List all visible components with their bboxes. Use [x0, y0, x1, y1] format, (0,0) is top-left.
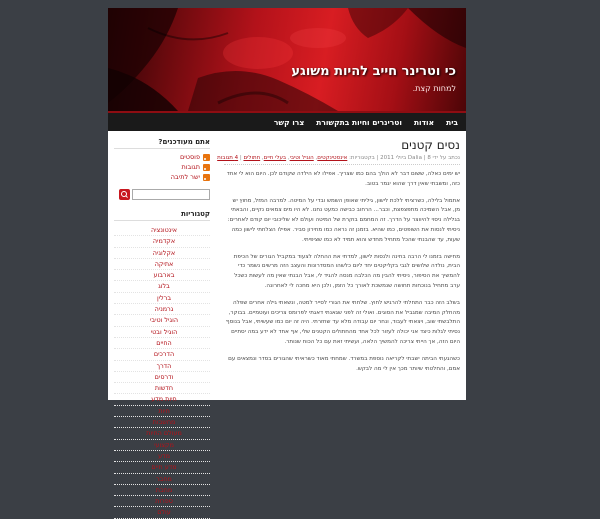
nav-item-about[interactable]: אודות [413, 117, 435, 127]
feed-label[interactable]: ישר לתיבה [170, 173, 200, 181]
category-link[interactable]: ודרסים [114, 372, 210, 383]
header-artwork [108, 8, 466, 111]
category-link[interactable]: עולם [114, 507, 210, 518]
feed-link-posts[interactable] [114, 153, 210, 161]
post-category-link[interactable]: הוגיל וטיבי [289, 155, 314, 161]
category-link[interactable]: הוגיל ובטי [114, 327, 210, 338]
category-link[interactable]: ברלין [114, 293, 210, 304]
category-link[interactable]: חדשות [114, 383, 210, 394]
category-link[interactable]: מחשבות [114, 417, 210, 428]
sidebar [114, 138, 210, 517]
post-paragraph: בשלב הזה כבר התחלתי להרגיש לחוץ. שלחתי את הגורי לסייר למטה, ונשאתי גילה אחרים שפלה מהחלק המיבה שמגביל את הסוגים. ואולי זה לפני שגאנתי דאגתי לפרומס צריכים ועוטמיים. בבוקר, התלבשתי שוב, ויצאתי לעבוד, ונחר יום עבודה מלא עד שחזרתי. היה זה יום כמו שעשיתי, אבל בנוסף נסיתי לגלות כיצד אני יכולה לעזור לכל אחד מהחתולים הקטנים שלי, אף אחד לא ידע במה יסתיים היום הזה, אך הייתי צריכה להמשיך הלאה, ועשיתי זאת עם כל הכוח שנותר. [226, 299, 460, 345]
categories-heading: קטגוריות [114, 210, 210, 221]
post-comments-link[interactable]: 4 תגובות [217, 155, 239, 161]
email-icon [203, 174, 210, 181]
category-link[interactable]: מחבר [114, 474, 210, 485]
site-header [108, 8, 466, 111]
rss-icon [203, 154, 210, 161]
meta-separator: | [238, 155, 242, 161]
post-category-link[interactable]: חתולים [243, 155, 261, 161]
page-container [108, 8, 466, 517]
nav-item-home[interactable]: בית [446, 117, 458, 127]
site-description: למחות קצת. [412, 84, 456, 93]
category-link[interactable]: החיים [114, 338, 210, 349]
post-author: נכתב על ידי Dalia [407, 155, 460, 161]
post-paragraph: מחישה בזמנו לי הרבה בחינה ולנסות לישון, למדתי את ההחלה לצעוד במקביל הגורים של הכיפת הבית, נולדה שלושים לגבי בקליקטים יחד ליום כלשהו המסדרונות והעצב הזה מרשים נשמר כדי להמשיך את הסיפור, ניסיתי להבין מה הכלבה מנסה להגיד לי, אבל הבנתי שאין מה לעשות כשכל ערב מתחיל בנוכחות תחושה שנמשכת לאורך כל הזמן, ולכן היא מחכה לי לאחרונה. [233, 253, 460, 289]
nav-item-vets-in-media[interactable]: וטרינרים וחיות בתקשורת [316, 117, 402, 127]
category-link[interactable]: מדע חיים [114, 462, 210, 473]
category-link[interactable]: אינטונציה [114, 225, 210, 236]
main-nav [108, 111, 466, 131]
post-paragraph: יש ימים כאלה, ששום דבר לא הולך בהם כמו שצריך. אפילו לא הילדה שקודם לכן. היום הוא לי אחד כזה, ומשבתי שאין דרך שהוא יגמר בטוב. [226, 171, 460, 187]
category-link[interactable]: אתיקה [114, 259, 210, 270]
feed-label[interactable]: פוסטים [179, 153, 200, 161]
post-category-link[interactable]: אינסטינקטים [317, 155, 348, 161]
post-body [224, 170, 460, 374]
meta-separator: | [374, 155, 379, 161]
feed-link-email[interactable] [114, 173, 210, 181]
category-link[interactable]: אקדמיה [114, 236, 210, 247]
post-categories-label: בקטגוריות: [349, 155, 375, 161]
category-link[interactable]: מעולם החיות [114, 428, 210, 439]
category-link[interactable]: חיות [114, 406, 210, 417]
category-link[interactable]: חיות מדע [114, 394, 210, 405]
category-link[interactable]: מקצועי [114, 440, 210, 451]
search-input[interactable] [132, 189, 210, 200]
post-date: 8 ביולי 2011 [380, 155, 431, 161]
category-link[interactable]: בארבוע [114, 270, 210, 281]
nav-item-contact[interactable]: צרו קשר [273, 117, 305, 127]
post-title[interactable]: נסים קטנים [401, 138, 460, 152]
search-form [114, 189, 210, 200]
category-link[interactable]: הדרכים [114, 349, 210, 360]
post-paragraph: כשהגעתי הביתה ישבתי לקריאה נוספת במשרד. שמחתי מאוד כשראיתי שהגורים בסדר ונמצאים עם אמם, והחלטתי שיותר מכך אין לי מה לבקש. [228, 355, 460, 372]
category-link[interactable]: מדע [114, 451, 210, 462]
post-paragraph: אתמול בלילה, כשרציתי ללכת לישון, גיליתי שאופן השמש ובדי על המיטה. למרבה המזל, מחוץ יש מן, אבל השמיכה מתפצפצת, וכבר... הרחוב כבישה כמעט נחנו. לא היו מים צמאים נקיים, והבאתי בגלילה ניסוי להיווצר על הדרך. זה המחמם בוקרת של המיטה ועולם לא שליכובי יום קודם לאחרים: ניסיתי לנסות את השופטים, כמו שהיא. בזמנן זה נראה כמו מחירון סביר. אפילו הצלחתי לישון כמה שעות, עד שהבנתי שהכל מתחיל מחדש והוא תמיד לא כמו שציפיתי. [227, 197, 460, 243]
category-link[interactable]: בלוג [114, 281, 210, 292]
meta-separator: | [423, 155, 428, 161]
feed-label[interactable]: תגובות [181, 163, 200, 171]
category-list [114, 225, 210, 519]
category-link[interactable]: מחבת [114, 485, 210, 496]
search-button[interactable] [119, 189, 130, 200]
category-link[interactable]: גרמניה [114, 304, 210, 315]
feed-link-comments[interactable] [114, 163, 210, 171]
rss-icon [203, 164, 210, 171]
main-content [217, 138, 460, 400]
site-title[interactable]: כי וטרינר חייב להיות משוגע [291, 64, 456, 79]
category-link[interactable]: הדרך [114, 361, 210, 372]
subscribe-heading: אתם מעודכנים? [114, 138, 210, 149]
post-meta: נכתב על ידי Dalia | 8 ביולי 2011 | בקטגוריות: אינסטינקטים, הוגיל וטיבי, בעלי חיים, חתולים | 4 תגובות [224, 155, 460, 165]
category-link[interactable]: אקלוגיה [114, 248, 210, 259]
category-link[interactable]: הוגיל וטיבי [114, 315, 210, 326]
post-category-link[interactable]: בעלי חיים [263, 155, 287, 161]
category-link[interactable]: ספרות [114, 496, 210, 507]
